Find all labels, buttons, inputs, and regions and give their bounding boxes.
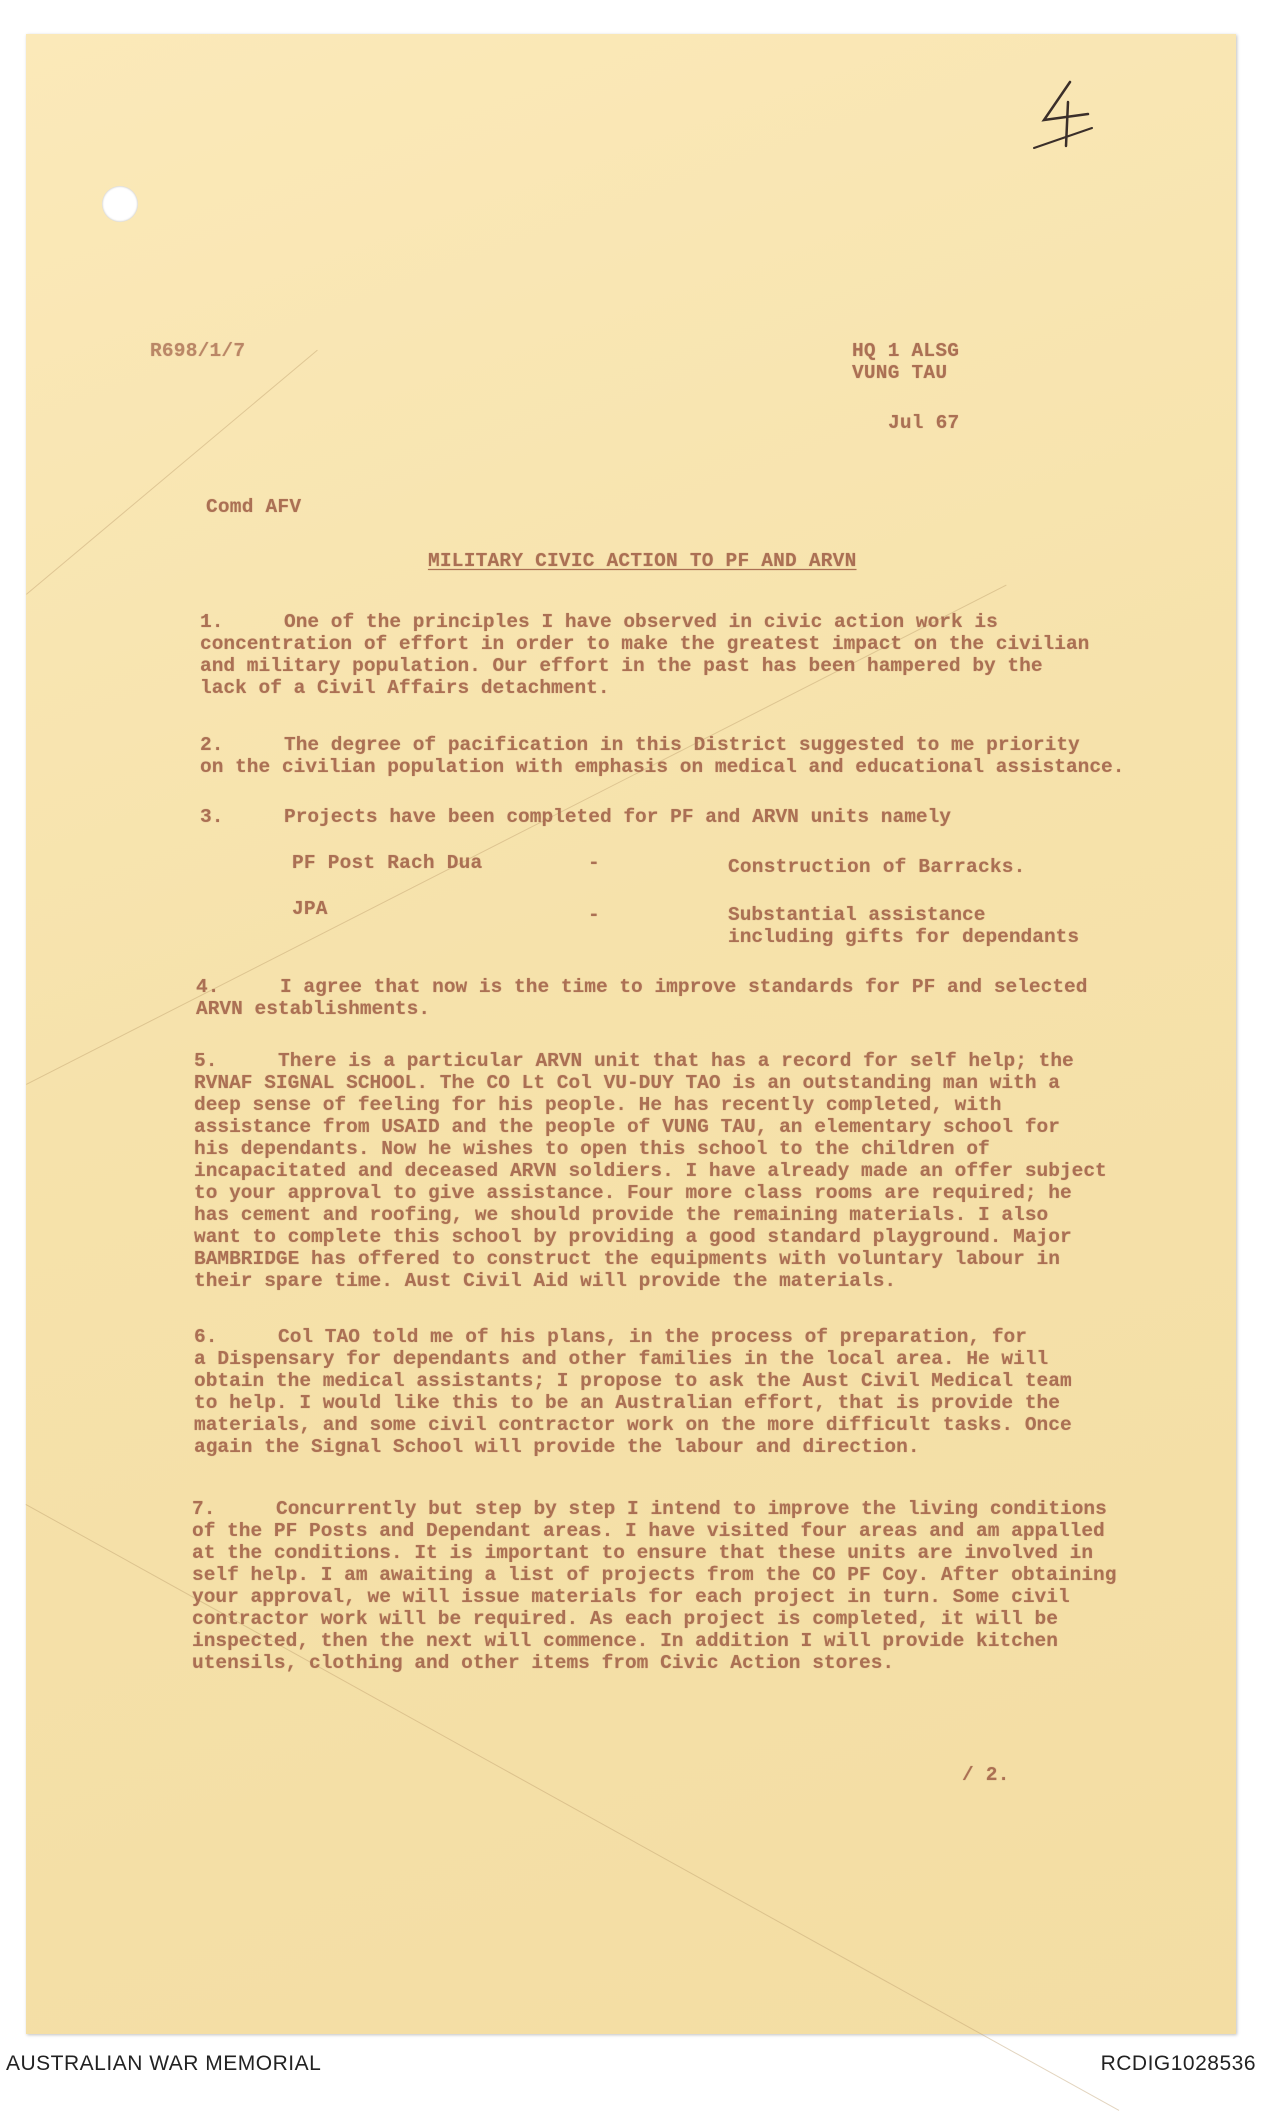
- project-unit-2: JPA: [292, 898, 328, 920]
- paragraph-1: [200, 611, 1089, 699]
- paragraph-number: 5.: [194, 1050, 218, 1072]
- document-page: [26, 34, 1236, 2034]
- project-work-2: Substantial assistance including gifts for dependants: [728, 904, 1080, 948]
- handwritten-page-number: [1030, 76, 1100, 156]
- document-title: MILITARY CIVIC ACTION TO PF AND ARVN: [428, 550, 857, 572]
- continuation-marker: / 2.: [962, 1764, 1010, 1786]
- project-unit-1: PF Post Rach Dua: [292, 852, 483, 874]
- paragraph-4: [196, 976, 1087, 1020]
- paragraph-text: Col TAO told me of his plans, in the process of preparation, for a Dispensary for dependants and other families in the local area. He will obtain the medical assistants; I propose to ask the Aust Civil Medical team to help. I would like this to be an Australian effort, that is provide the materials, and some civil contractor work on the more difficult tasks. Once again the Signal School will provide the labour and direction.: [194, 1326, 1072, 1458]
- paragraph-number: 2.: [200, 734, 224, 756]
- paragraph-text: Concurrently but step by step I intend to improve the living conditions of the PF Posts and Dependant areas. I have visited four areas and am appalled at the conditions. It is important to ensure that these units are involved in self help. I am awaiting a list of projects from the CO PF Coy. After obtaining your approval, we will issue materials for each project in turn. Some civil contractor work will be required. As each project is completed, it will be inspected, then the next will commence. In addition I will provide kitchen utensils, clothing and other items from Civic Action stores.: [192, 1498, 1117, 1674]
- document-date: Jul 67: [888, 412, 960, 434]
- paragraph-text: The degree of pacification in this District suggested to me priority on the civilian population with emphasis on medical and educational assistance.: [200, 734, 1125, 778]
- paragraph-2: [200, 734, 1124, 778]
- paragraph-5: [194, 1050, 1107, 1292]
- file-reference: R698/1/7: [150, 340, 246, 362]
- paragraph-text: There is a particular ARVN unit that has a record for self help; the RVNAF SIGNAL SCHOOL. The CO Lt Col VU-DUY TAO is an outstanding man with a deep sense of feeling for his people. He has recently completed, with assistance from USAID and the people of VUNG TAU, an elementary school for his dependants. Now he wishes to open this school to the children of incapacitated and deceased ARVN soldiers. I have already made an offer subject to your approval to give assistance. Four more class rooms are required; he has cement and roofing, we should provide the remaining materials. I also want to complete this school by providing a good standard playground. Major BAMBRIDGE has offered to construct the equipments with voluntary labour in their spare time. Aust Civil Aid will provide the materials.: [194, 1050, 1107, 1292]
- addressee: Comd AFV: [206, 496, 302, 518]
- paragraph-text: One of the principles I have observed in civic action work is concentration of effort in order to make the greatest impact on the civilian and military population. Our effort in the past has been hampered by the lack of a Civil Affairs detachment.: [200, 611, 1090, 699]
- paragraph-number: 4.: [196, 976, 220, 998]
- paragraph-6: [194, 1326, 1072, 1458]
- paragraph-text: I agree that now is the time to improve standards for PF and selected ARVN establishments.: [196, 976, 1088, 1020]
- punch-hole: [102, 186, 138, 222]
- project-dash-2: -: [588, 904, 600, 926]
- archive-item-id: RCDIG1028536: [1100, 2052, 1256, 2075]
- project-work-1: Construction of Barracks.: [728, 856, 1026, 878]
- sender-unit: HQ 1 ALSG: [852, 340, 960, 362]
- archive-name: AUSTRALIAN WAR MEMORIAL: [6, 2052, 322, 2075]
- paragraph-number: 7.: [192, 1498, 216, 1520]
- paragraph-number: 1.: [200, 611, 224, 633]
- fold-crease: [26, 350, 318, 595]
- sender-location: VUNG TAU: [852, 362, 948, 384]
- paragraph-7: [192, 1498, 1116, 1674]
- paragraph-number: 6.: [194, 1326, 218, 1348]
- project-dash-1: -: [588, 852, 600, 874]
- paragraph-3: [200, 806, 951, 828]
- paragraph-number: 3.: [200, 806, 224, 828]
- paragraph-text: Projects have been completed for PF and ARVN units namely: [284, 806, 952, 828]
